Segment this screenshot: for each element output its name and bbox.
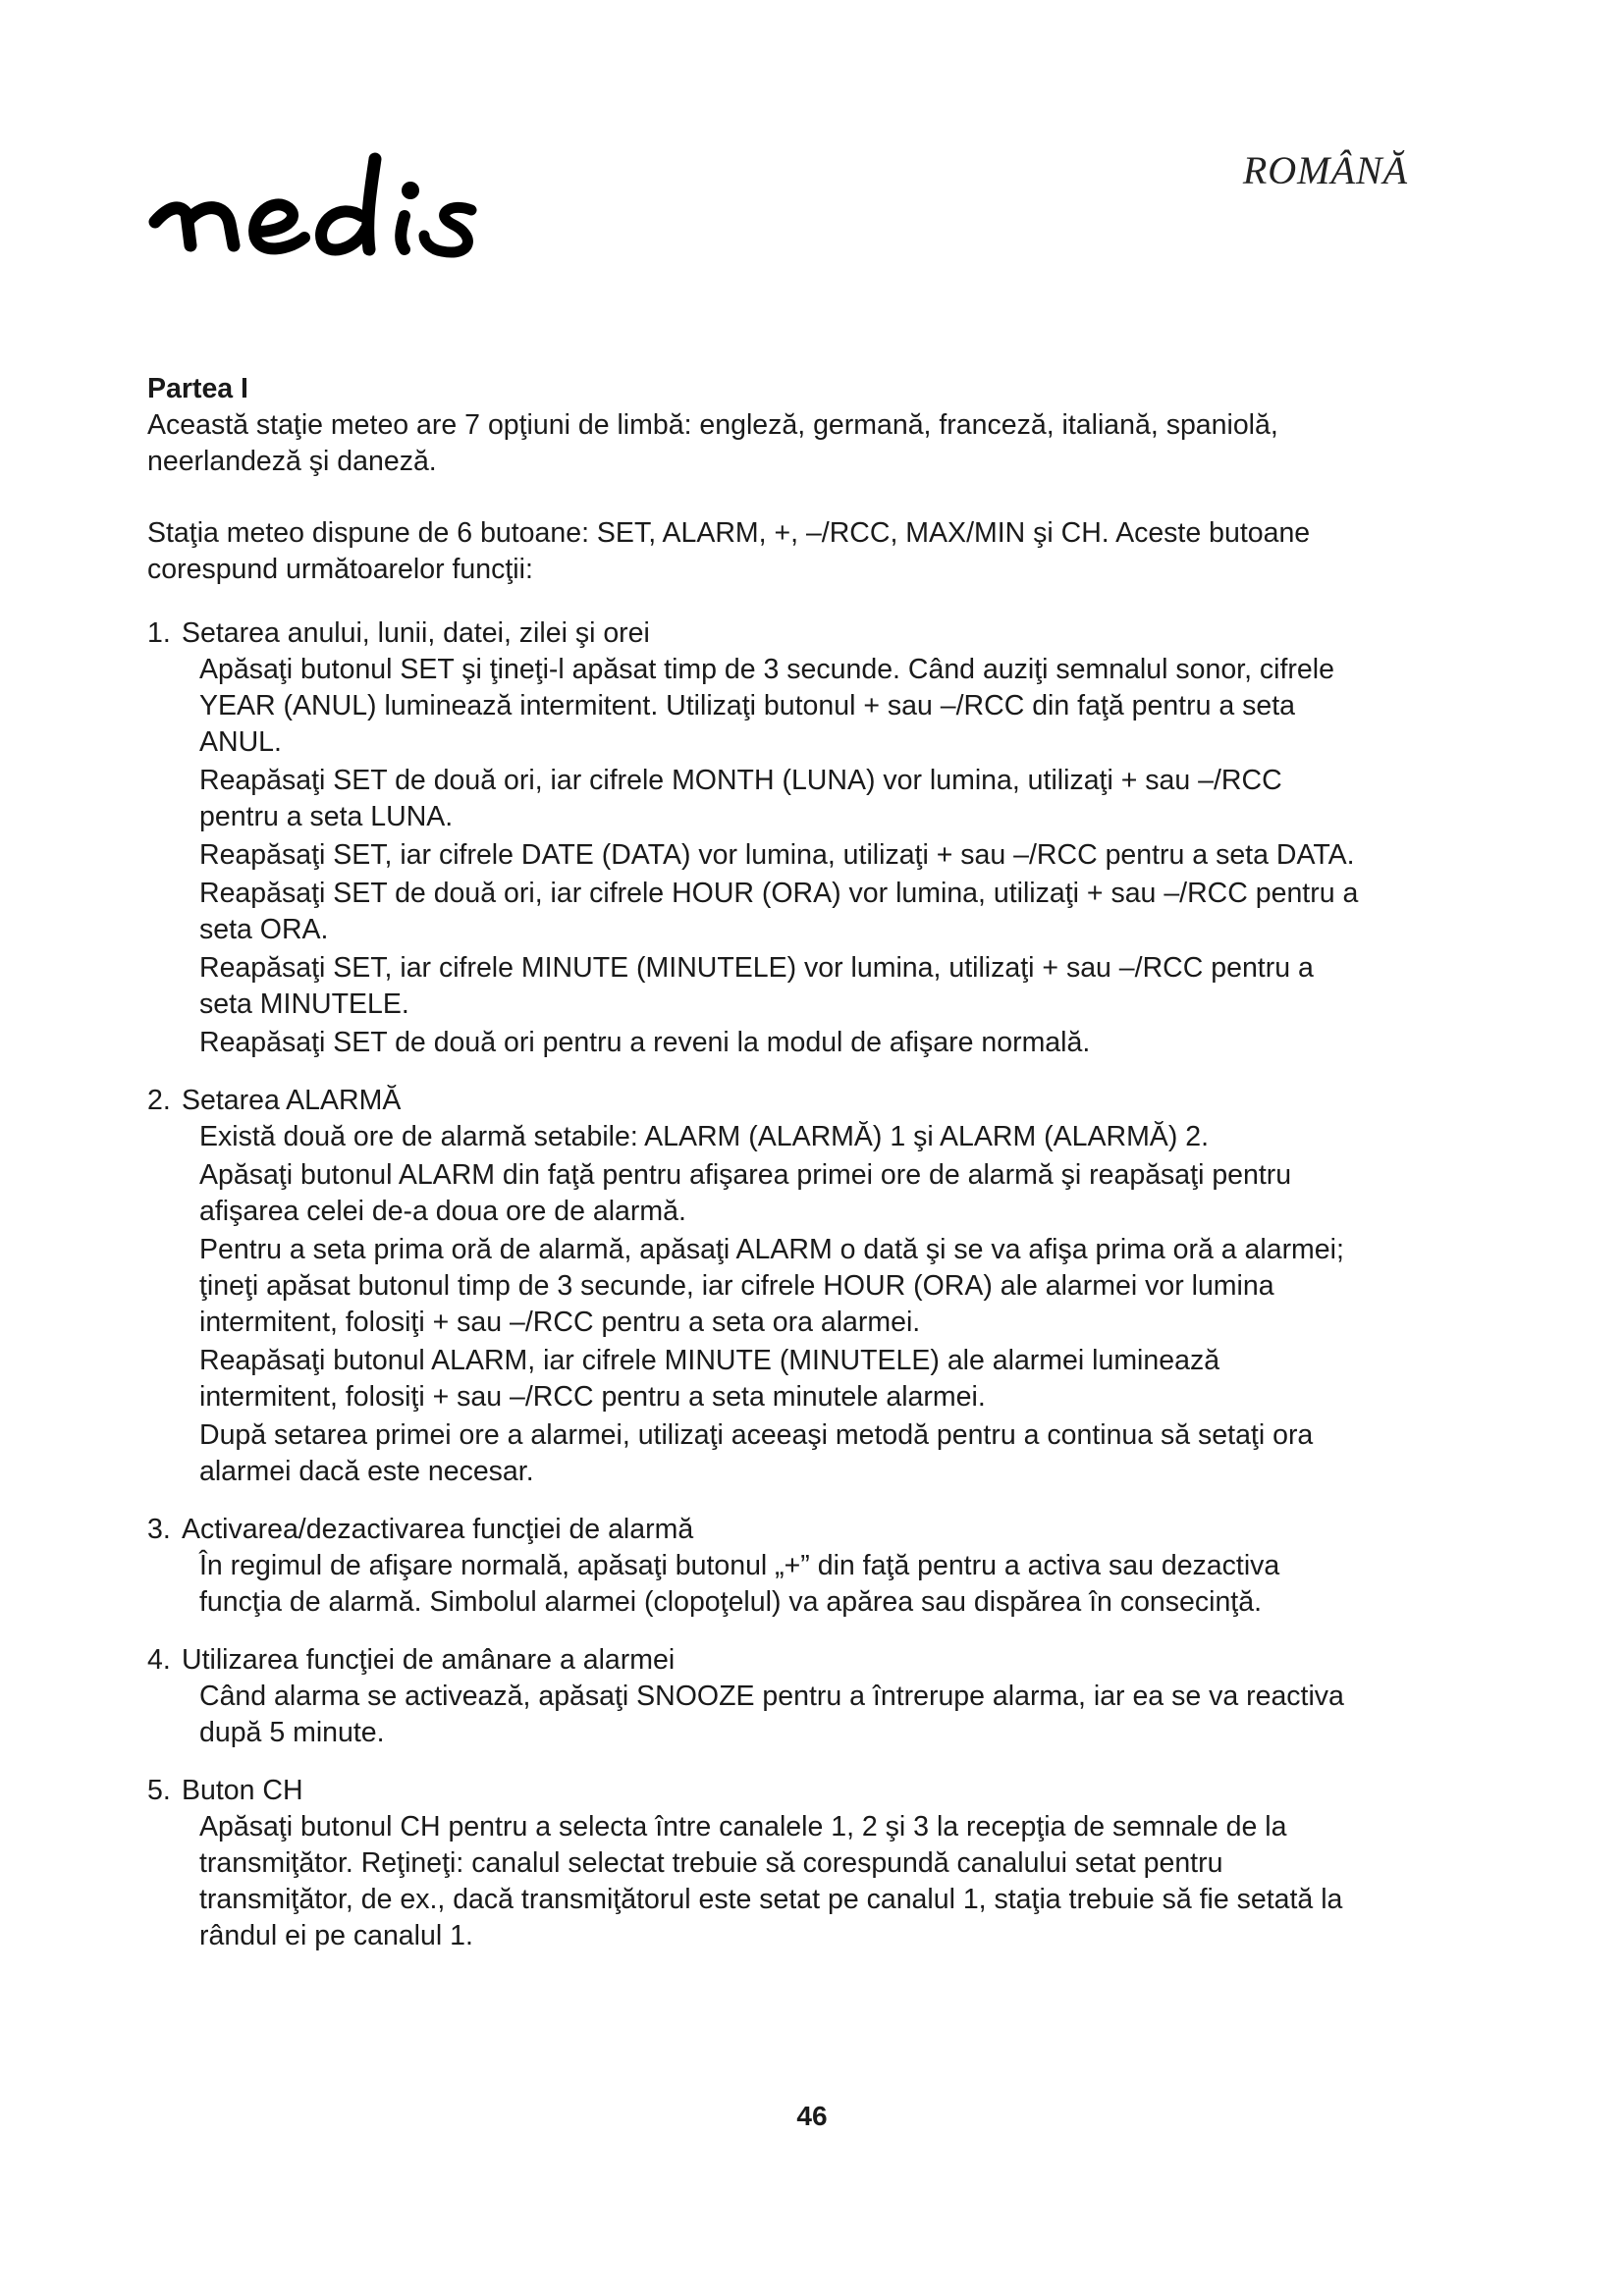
nedis-logo [147,147,579,275]
step-number: 3. [147,1514,171,1545]
step-heading [147,615,1365,652]
intro-paragraph-languages: Această staţie meteo are 7 opţiuni de limbă: engleză, germană, franceză, italiană, spaniolă, neerlandeză şi daneză. [147,409,1278,477]
step-heading [147,1512,1365,1548]
intro-paragraph-buttons: Staţia meteo dispune de 6 butoane: SET, ALARM, +, –/RCC, MAX/MIN şi CH. Aceste butoane corespund următoarelor funcţii: [147,517,1311,585]
step-body [147,1548,1365,1621]
step-2 [147,1083,1365,1490]
step-line: În regimul de afişare normală, apăsaţi butonul „+” din faţă pentru a activa sau dezactiva funcţia de alarmă. Simbolul alarmei (clopoţelul) va apărea sau dispărea în consecinţă. [199,1550,1280,1618]
page-number: 46 [796,2101,828,2131]
nedis-logo-mark [147,147,579,275]
step-title: Utilizarea funcţiei de amânare a alarmei [182,1644,676,1676]
step-line: Apăsaţi butonul CH pentru a selecta între canalele 1, 2 şi 3 la recepţia de semnale de la transmiţător. Reţineţi: canalul selectat trebuie să corespundă canalului setat pentru transmiţător, de ex., dacă transmiţătorul este setat pe canalul 1, staţia trebuie să fie setată la rândul ei pe canalul 1. [199,1811,1343,1951]
step-3 [147,1512,1365,1621]
step-number: 2. [147,1085,171,1116]
step-line: Reapăsaţi butonul ALARM, iar cifrele MINUTE (MINUTELE) ale alarmei luminează intermitent, folosiţi + sau –/RCC pentru a seta minutele alarmei. [199,1345,1220,1413]
step-line: Există două ore de alarmă setabile: ALARM (ALARMĂ) 1 şi ALARM (ALARMĂ) 2. [199,1121,1209,1152]
language-label: ROMÂNĂ [1242,148,1408,192]
step-body [147,1809,1365,1954]
step-number: 1. [147,617,171,649]
step-line: Apăsaţi butonul SET şi ţineţi-l apăsat timp de 3 secunde. Când auziţi semnalul sonor, cifrele YEAR (ANUL) luminează intermitent. Utilizaţi butonul + sau –/RCC din faţă pentru a seta ANUL. [199,654,1334,758]
page-content [147,371,1365,1976]
section-title: Partea I [147,373,248,404]
step-line: După setarea primei ore a alarmei, utilizaţi aceeaşi metodă pentru a continua să setaţi ora alarmei dacă este necesar. [199,1419,1314,1487]
step-line: Reapăsaţi SET, iar cifrele MINUTE (MINUTELE) vor lumina, utilizaţi + sau –/RCC pentru a seta MINUTELE. [199,952,1314,1020]
step-title: Activarea/dezactivarea funcţiei de alarmă [182,1514,694,1545]
step-heading [147,1642,1365,1679]
step-line: Apăsaţi butonul ALARM din faţă pentru afişarea primei ore de alarmă şi reapăsaţi pentru afişarea celei de-a doua ore de alarmă. [199,1159,1292,1227]
step-line: Reapăsaţi SET de două ori, iar cifrele HOUR (ORA) vor lumina, utilizaţi + sau –/RCC pentru a seta ORA. [199,878,1359,945]
step-heading [147,1773,1365,1809]
step-number: 4. [147,1644,171,1676]
step-1 [147,615,1365,1061]
step-5 [147,1773,1365,1954]
step-title: Setarea anului, lunii, datei, zilei şi orei [182,617,650,649]
step-number: 5. [147,1775,171,1806]
instruction-list [147,615,1365,1954]
step-line: Când alarma se activează, apăsaţi SNOOZE pentru a întrerupe alarma, iar ea se va reactiva după 5 minute. [199,1681,1344,1748]
step-body [147,1679,1365,1751]
step-body [147,1119,1365,1490]
step-line: Reapăsaţi SET de două ori pentru a reveni la modul de afişare normală. [199,1027,1091,1058]
step-title: Buton CH [182,1775,303,1806]
step-line: Reapăsaţi SET de două ori, iar cifrele MONTH (LUNA) vor lumina, utilizaţi + sau –/RCC pentru a seta LUNA. [199,765,1282,832]
step-line: Reapăsaţi SET, iar cifrele DATE (DATA) vor lumina, utilizaţi + sau –/RCC pentru a seta DATA. [199,839,1355,871]
step-body [147,652,1365,1061]
step-title: Setarea ALARMĂ [182,1085,402,1116]
step-4 [147,1642,1365,1751]
step-line: Pentru a seta prima oră de alarmă, apăsaţi ALARM o dată şi se va afişa prima oră a alarmei; ţineţi apăsat butonul timp de 3 secunde, iar cifrele HOUR (ORA) ale alarmei vor lumina intermitent, folosiţi + sau –/RCC pentru a seta ora alarmei. [199,1234,1344,1338]
step-heading [147,1083,1365,1119]
